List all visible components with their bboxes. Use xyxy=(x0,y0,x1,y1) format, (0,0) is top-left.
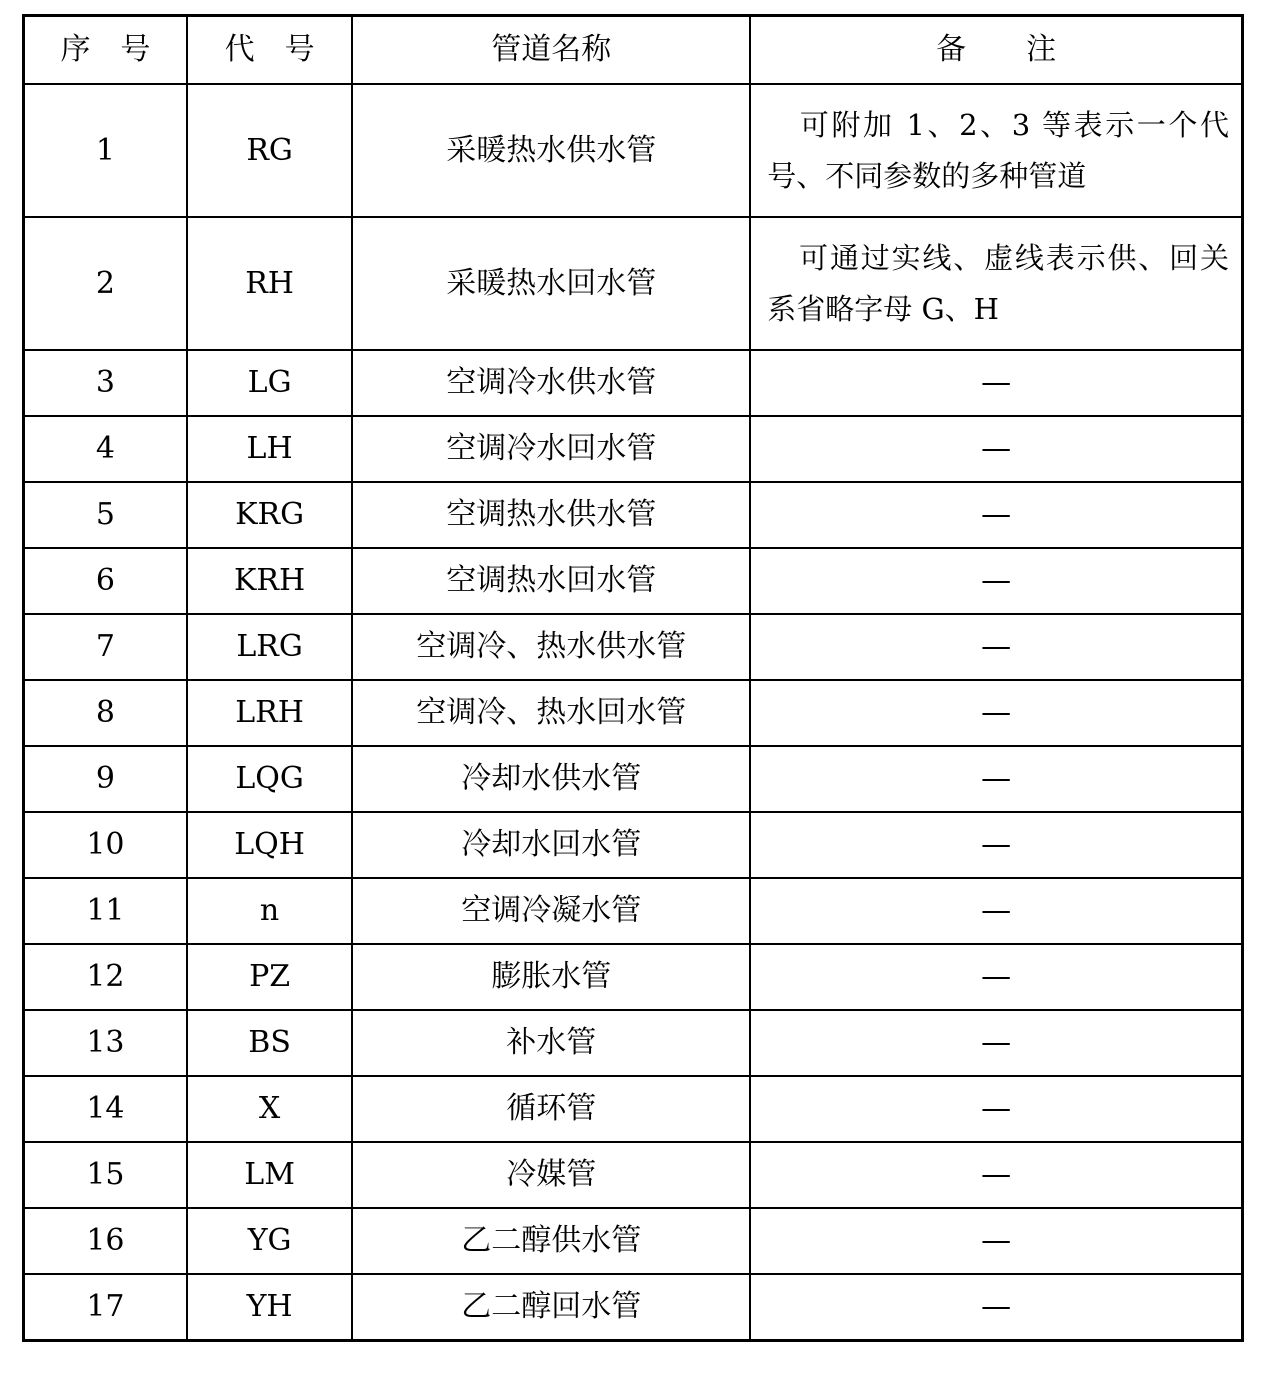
table-row xyxy=(24,944,1243,1010)
cell-code: LRG xyxy=(187,614,352,680)
dash-mark: — xyxy=(981,761,1012,796)
cell-no: 12 xyxy=(24,944,187,1010)
cell-note xyxy=(750,944,1242,1010)
dash-mark: — xyxy=(981,695,1012,730)
cell-no: 10 xyxy=(24,812,187,878)
cell-name: 乙二醇回水管 xyxy=(352,1274,750,1340)
cell-name: 空调冷凝水管 xyxy=(352,878,750,944)
table-row xyxy=(24,1208,1243,1274)
header-no: 序 号 xyxy=(24,16,187,85)
cell-note xyxy=(750,350,1242,416)
cell-code: BS xyxy=(187,1010,352,1076)
cell-no: 1 xyxy=(24,84,187,217)
table-row xyxy=(24,350,1243,416)
dash-mark: — xyxy=(981,365,1012,400)
cell-code: RG xyxy=(187,84,352,217)
pipe-code-table xyxy=(22,14,1244,1342)
cell-no: 17 xyxy=(24,1274,187,1340)
cell-note xyxy=(750,1076,1242,1142)
dash-mark: — xyxy=(981,1157,1012,1192)
cell-no: 4 xyxy=(24,416,187,482)
cell-note-text: 可通过实线、虚线表示供、回关系省略字母 G、H xyxy=(767,240,1229,326)
cell-no: 16 xyxy=(24,1208,187,1274)
cell-name: 冷却水供水管 xyxy=(352,746,750,812)
dash-mark: — xyxy=(981,1025,1012,1060)
table-row xyxy=(24,482,1243,548)
cell-name: 空调冷水供水管 xyxy=(352,350,750,416)
table-row xyxy=(24,416,1243,482)
cell-code: LG xyxy=(187,350,352,416)
cell-name: 空调冷水回水管 xyxy=(352,416,750,482)
cell-code: LRH xyxy=(187,680,352,746)
cell-note xyxy=(750,548,1242,614)
cell-note xyxy=(750,680,1242,746)
cell-no: 7 xyxy=(24,614,187,680)
dash-mark: — xyxy=(981,431,1012,466)
cell-note xyxy=(750,746,1242,812)
dash-mark: — xyxy=(981,1288,1012,1324)
cell-note xyxy=(750,416,1242,482)
cell-code: RH xyxy=(187,217,352,350)
table-row xyxy=(24,1076,1243,1142)
cell-note xyxy=(750,614,1242,680)
cell-name: 循环管 xyxy=(352,1076,750,1142)
cell-name: 空调热水供水管 xyxy=(352,482,750,548)
cell-note-text: 可附加 1、2、3 等表示一个代号、不同参数的多种管道 xyxy=(767,107,1229,193)
table-row xyxy=(24,680,1243,746)
cell-note xyxy=(750,1274,1242,1340)
cell-code: LQH xyxy=(187,812,352,878)
cell-name: 冷媒管 xyxy=(352,1142,750,1208)
table-row xyxy=(24,548,1243,614)
table-row xyxy=(24,1010,1243,1076)
cell-no: 14 xyxy=(24,1076,187,1142)
cell-no: 11 xyxy=(24,878,187,944)
table-row xyxy=(24,217,1243,350)
cell-code: X xyxy=(187,1076,352,1142)
cell-note xyxy=(750,1142,1242,1208)
cell-note xyxy=(750,812,1242,878)
cell-code: KRH xyxy=(187,548,352,614)
table-row xyxy=(24,1142,1243,1208)
table-row xyxy=(24,84,1243,217)
table-row xyxy=(24,812,1243,878)
dash-mark: — xyxy=(981,497,1012,532)
cell-code: LH xyxy=(187,416,352,482)
dash-mark: — xyxy=(981,1091,1012,1126)
cell-no: 9 xyxy=(24,746,187,812)
dash-mark: — xyxy=(981,563,1012,598)
table-body xyxy=(24,84,1243,1340)
header-name: 管道名称 xyxy=(352,16,750,85)
header-row xyxy=(24,16,1243,85)
cell-note xyxy=(750,1010,1242,1076)
cell-name: 空调冷、热水供水管 xyxy=(352,614,750,680)
dash-mark: — xyxy=(981,827,1012,862)
cell-code: YH xyxy=(187,1274,352,1340)
cell-note xyxy=(750,84,1242,217)
cell-name: 补水管 xyxy=(352,1010,750,1076)
dash-mark: — xyxy=(981,629,1012,664)
cell-name: 膨胀水管 xyxy=(352,944,750,1010)
cell-name: 冷却水回水管 xyxy=(352,812,750,878)
cell-note xyxy=(750,217,1242,350)
cell-name: 乙二醇供水管 xyxy=(352,1208,750,1274)
cell-no: 13 xyxy=(24,1010,187,1076)
cell-no: 6 xyxy=(24,548,187,614)
cell-code: YG xyxy=(187,1208,352,1274)
table-row xyxy=(24,1274,1243,1340)
cell-note xyxy=(750,1208,1242,1274)
table-row xyxy=(24,614,1243,680)
header-code: 代 号 xyxy=(187,16,352,85)
cell-note xyxy=(750,878,1242,944)
cell-no: 2 xyxy=(24,217,187,350)
header-note: 备 注 xyxy=(750,16,1242,85)
cell-code: n xyxy=(187,878,352,944)
cell-name: 采暖热水回水管 xyxy=(352,217,750,350)
cell-name: 空调冷、热水回水管 xyxy=(352,680,750,746)
cell-code: KRG xyxy=(187,482,352,548)
cell-no: 5 xyxy=(24,482,187,548)
cell-name: 采暖热水供水管 xyxy=(352,84,750,217)
table-row xyxy=(24,878,1243,944)
dash-mark: — xyxy=(981,959,1012,994)
dash-mark: — xyxy=(981,1223,1012,1258)
cell-note xyxy=(750,482,1242,548)
cell-name: 空调热水回水管 xyxy=(352,548,750,614)
table-header xyxy=(24,16,1243,85)
cell-code: LM xyxy=(187,1142,352,1208)
cell-no: 15 xyxy=(24,1142,187,1208)
cell-no: 3 xyxy=(24,350,187,416)
cell-code: LQG xyxy=(187,746,352,812)
dash-mark: — xyxy=(981,893,1012,928)
cell-code: PZ xyxy=(187,944,352,1010)
cell-no: 8 xyxy=(24,680,187,746)
table-row xyxy=(24,746,1243,812)
